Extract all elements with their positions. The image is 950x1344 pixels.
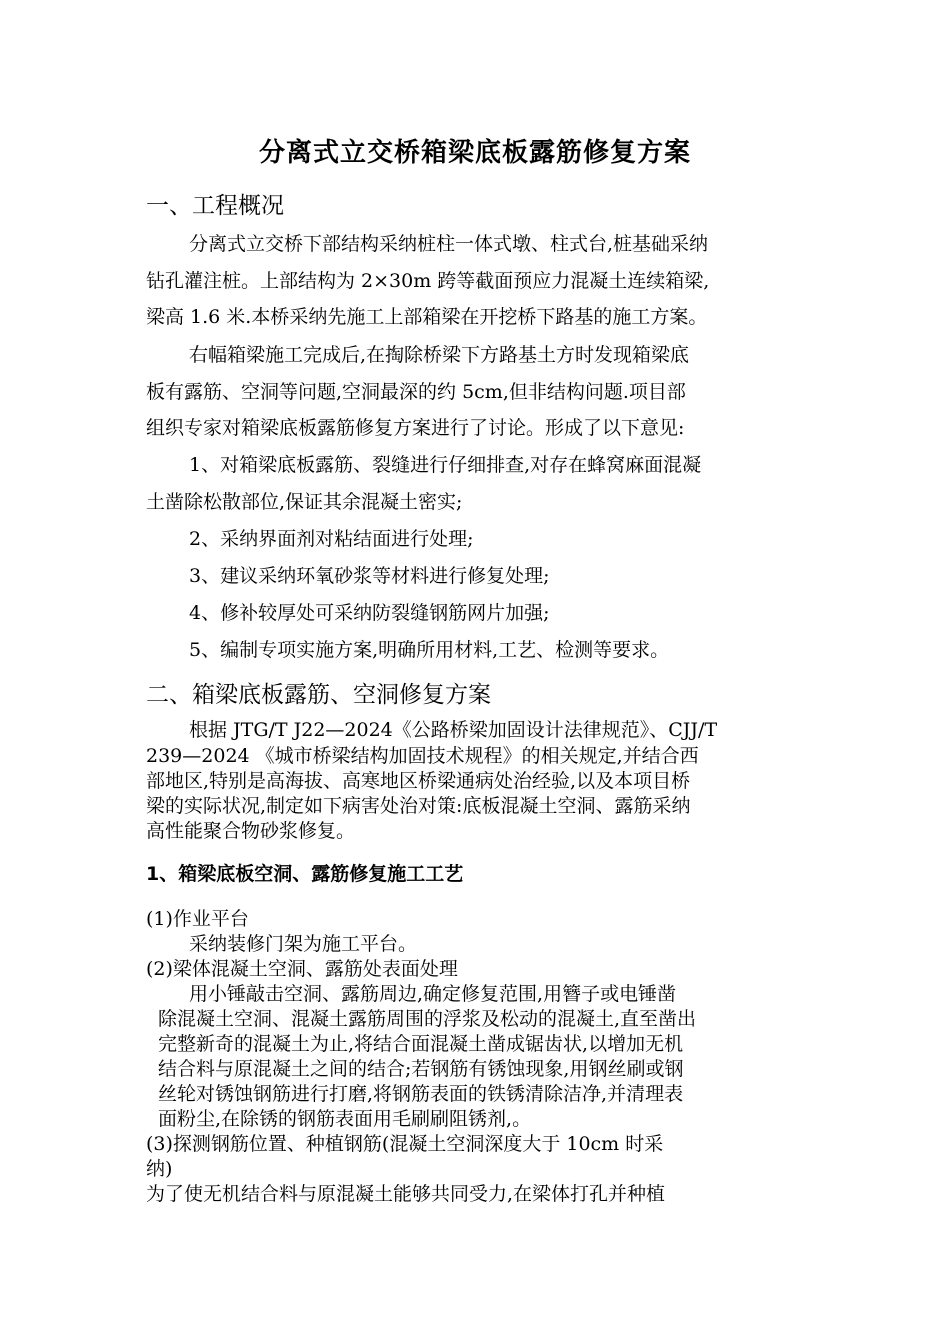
step2-line4: 结合料与原混凝土之间的结合;若钢筋有锈蚀现象,用钢丝刷或钢 bbox=[158, 1058, 684, 1080]
section1-heading: 一、工程概况 bbox=[146, 193, 284, 219]
step2-line5: 丝轮对锈蚀钢筋进行打磨,将钢筋表面的铁锈清除洁净,并清理表 bbox=[158, 1083, 684, 1105]
s1-item2: 2、采纳界面剂对粘结面进行处理; bbox=[189, 528, 474, 550]
step2-title: (2)梁体混凝土空洞、露筋处表面处理 bbox=[146, 958, 458, 980]
s1-p2-line3: 组织专家对箱梁底板露筋修复方案进行了讨论。形成了以下意见: bbox=[146, 417, 685, 439]
s2-p1-line3: 部地区,特别是高海拔、高寒地区桥梁通病处治经验,以及本项目桥 bbox=[146, 770, 691, 792]
step3-title-line2: 纳) bbox=[146, 1158, 173, 1180]
s1-p2-line2: 板有露筋、空洞等问题,空洞最深的约 5cm,但非结构问题.项目部 bbox=[146, 381, 686, 403]
step2-line2: 除混凝土空洞、混凝土露筋周围的浮浆及松动的混凝土,直至凿出 bbox=[158, 1008, 697, 1030]
step3-text: 为了使无机结合料与原混凝土能够共同受力,在梁体打孔并种植 bbox=[146, 1183, 666, 1205]
s1-p1-line1: 分离式立交桥下部结构采纳桩柱一体式墩、柱式台,桩基础采纳 bbox=[189, 233, 709, 255]
s2-subheading: 1、箱梁底板空洞、露筋修复施工工艺 bbox=[146, 863, 464, 885]
step2-line6: 面粉尘,在除锈的钢筋表面用毛刷刷阻锈剂,。 bbox=[158, 1108, 532, 1130]
s1-item5: 5、编制专项实施方案,明确所用材料,工艺、检测等要求。 bbox=[189, 639, 670, 661]
s2-p1-line5: 高性能聚合物砂浆修复。 bbox=[146, 820, 356, 842]
s1-p1-line2: 钻孔灌注桩。上部结构为 2×30m 跨等截面预应力混凝土连续箱梁, bbox=[146, 270, 710, 292]
step3-title-line1: (3)探测钢筋位置、种植钢筋(混凝土空洞深度大于 10cm 时采 bbox=[146, 1133, 664, 1155]
step2-line3: 完整新奇的混凝土为止,将结合面混凝土凿成锯齿状,以增加无机 bbox=[158, 1033, 684, 1055]
step2-line1: 用小锤敲击空洞、露筋周边,确定修复范围,用簪子或电锤凿 bbox=[189, 983, 677, 1005]
s2-p1-line4: 梁的实际状况,制定如下病害处治对策:底板混凝土空洞、露筋采纳 bbox=[146, 795, 691, 817]
s1-p2-line1: 右幅箱梁施工完成后,在掏除桥梁下方路基土方时发现箱梁底 bbox=[189, 344, 690, 366]
s1-p1-line3: 梁高 1.6 米.本桥采纳先施工上部箱梁在开挖桥下路基的施工方案。 bbox=[146, 306, 708, 328]
s1-item3: 3、建议采纳环氧砂浆等材料进行修复处理; bbox=[189, 565, 550, 587]
s1-item1-line2: 土凿除松散部位,保证其余混凝土密实; bbox=[146, 491, 463, 513]
s2-p1-line2: 239—2024 《城市桥梁结构加固技术规程》的相关规定,并结合西 bbox=[146, 745, 699, 767]
step1-text: 采纳装修门架为施工平台。 bbox=[189, 933, 418, 955]
s1-item4: 4、修补较厚处可采纳防裂缝钢筋网片加强; bbox=[189, 602, 550, 624]
document-title: 分离式立交桥箱梁底板露筋修复方案 bbox=[258, 138, 691, 168]
step1-title: (1)作业平台 bbox=[146, 908, 249, 930]
section2-heading: 二、箱梁底板露筋、空洞修复方案 bbox=[146, 682, 491, 708]
s2-p1-line1: 根据 JTG/T J22—2024《公路桥梁加固设计法律规范》、CJJ/T bbox=[189, 719, 718, 741]
s1-item1-line1: 1、对箱梁底板露筋、裂缝进行仔细排查,对存在蜂窝麻面混凝 bbox=[189, 454, 702, 476]
